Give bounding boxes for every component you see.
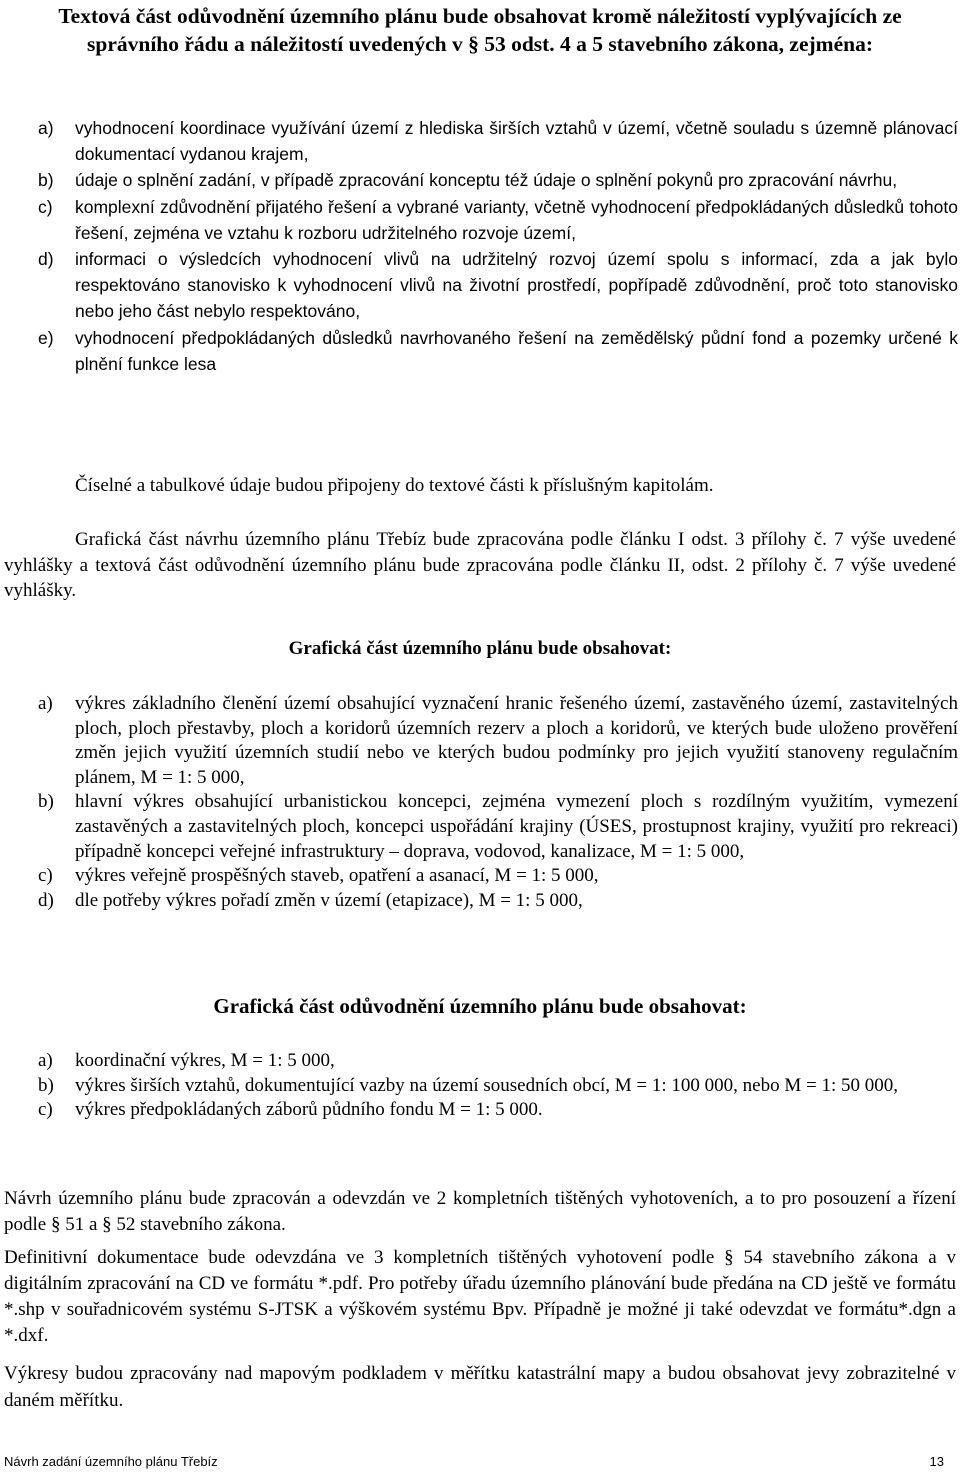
para-drawings: Výkresy budou zpracovány nad mapovým podkladem v měřítku katastrální mapy a budou obsahovat jevy zobrazitelné v daném měřítku. (4, 1363, 956, 1411)
list-item (38, 325, 958, 377)
list-marker: b) (38, 791, 54, 813)
list-item (38, 194, 958, 246)
graphic-reasoning-list (38, 1049, 958, 1123)
heading-graphic-reasoning: Grafická část odůvodnění územního plánu bude obsahovat: (213, 994, 747, 1018)
list-marker: a) (38, 118, 54, 138)
list-item-text: informaci o výsledcích vyhodnocení vlivů na udržitelný rozvoj území spolu s informací, zda a jak bylo respektováno stanovisko k vyhodnocení vlivů na životní prostředí, popřípadě zdůvodnění, proč toto stanovisko nebo jeho část nebylo respektováno, (75, 249, 958, 322)
list-item (38, 167, 958, 193)
graphic-part-note: Grafická část návrhu územního plánu Třebíz bude zpracována podle článku I odst. 3 přílohy č. 7 výše uvedené vyhlášky a textová část odůvodnění územního plánu bude zpracována podle článku II, odst. 2 přílohy č. 7 výše uvedené vyhlášky. (4, 529, 956, 601)
list-marker: c) (38, 196, 53, 217)
list-item (38, 790, 958, 864)
list-marker: a) (38, 1050, 53, 1071)
list-item (38, 889, 958, 914)
list-item (38, 246, 958, 325)
list-item-text: výkres základního členění území obsahující vyznačení hranic řešeného území, zastavěného území, zastavitelných ploch, ploch přestavby, ploch a koridorů územních rezerv a ploch a koridorů, ve kterých bude uloženo prověření změn jejich využití územních studií nebo ve kterých budou podmínky pro jejich využití stanoveny regulačním plánem, M = 1: 5 000, (75, 693, 958, 788)
list-marker: b) (38, 1074, 54, 1096)
heading-graphic-part: Grafická část územního plánu bude obsahovat: (288, 638, 672, 659)
list-item (38, 692, 958, 790)
intro-heading: Textová část odůvodnění územního plánu bude obsahovat kromě náležitostí vyplývajících ze správního řádu a náležitostí uvedených v § 53 odst. 4 a 5 stavebního zákona, zejména: (58, 4, 902, 56)
reasoning-content-list (38, 115, 958, 377)
list-item-text: údaje o splnění zadání, v případě zpracování konceptu též údaje o splnění pokynů pro zpracování návrhu, (75, 170, 898, 191)
list-marker: b) (38, 170, 54, 191)
list-marker: d) (38, 249, 54, 270)
para-submission: Návrh územního plánu bude zpracován a odevzdán ve 2 kompletních tištěných vyhotoveních, a to pro posouzení a řízení podle § 51 a § 52 stavebního zákona. (4, 1188, 956, 1235)
list-item-text: dle potřeby výkres pořadí změn v území (etapizace), M = 1: 5 000, (75, 889, 583, 911)
numeric-data-note: Číselné a tabulkové údaje budou připojeny do textové části k příslušným kapitolám. (75, 475, 714, 496)
graphic-part-list (38, 692, 958, 913)
list-item-text: hlavní výkres obsahující urbanistickou koncepci, zejména vymezení ploch s rozdílným využitím, vymezení zastavěných a zastavitelných ploch, koncepci uspořádání krajiny (ÚSES, prostupnost krajiny, využití pro rekreaci) případně koncepci veřejné infrastruktury – doprava, vodovod, kanalizace, M = 1: 5 000, (75, 791, 958, 862)
list-marker: e) (38, 327, 54, 348)
list-item-text: vyhodnocení předpokládaných důsledků navrhovaného řešení na zemědělský půdní fond a pozemky určené k plnění funkce lesa (75, 327, 958, 374)
list-item-text: výkres veřejně prospěšných staveb, opatření a asanací, M = 1: 5 000, (75, 865, 599, 887)
list-item (38, 864, 958, 889)
list-marker: d) (38, 889, 54, 911)
list-item (38, 1098, 958, 1123)
page-footer (4, 1454, 944, 1470)
footer-title: Návrh zadání územního plánu Třebíz (4, 1454, 218, 1469)
list-item-text: výkres širších vztahů, dokumentující vazby na území sousedních obcí, M = 1: 100 000, nebo M = 1: 50 000, (75, 1074, 898, 1096)
list-marker: c) (38, 865, 53, 887)
list-item-text: koordinační výkres, M = 1: 5 000, (75, 1050, 335, 1071)
list-item-text: komplexní zdůvodnění přijatého řešení a vybrané varianty, včetně vyhodnocení předpokládaných důsledků tohoto řešení, zejména ve vztahu k rozboru udržitelného rozvoje území, (75, 196, 958, 243)
para-definitive: Definitivní dokumentace bude odevzdána ve 3 kompletních tištěných vyhotovení podle § 54 stavebního zákona a v digitálním zpracování na CD ve formátu *.pdf. Pro potřeby úřadu územního plánování bude předána na CD ještě ve formátu *.shp v souřadnicovém systému S-JTSK a výškovém systému Bpv. Případně je možné ji také odevzdat ve formátu*.dgn a *.dxf. (4, 1247, 956, 1346)
list-marker: c) (38, 1099, 53, 1121)
list-item (38, 1074, 958, 1099)
list-marker: a) (38, 693, 53, 714)
list-item (38, 115, 958, 167)
list-item-text: vyhodnocení koordinace využívání území z hlediska širších vztahů v území, včetně souladu s územně plánovací dokumentací vydanou krajem, (75, 118, 958, 165)
list-item (38, 1049, 958, 1074)
page-number: 13 (929, 1454, 944, 1469)
list-item-text: výkres předpokládaných záborů půdního fondu M = 1: 5 000. (75, 1099, 543, 1121)
